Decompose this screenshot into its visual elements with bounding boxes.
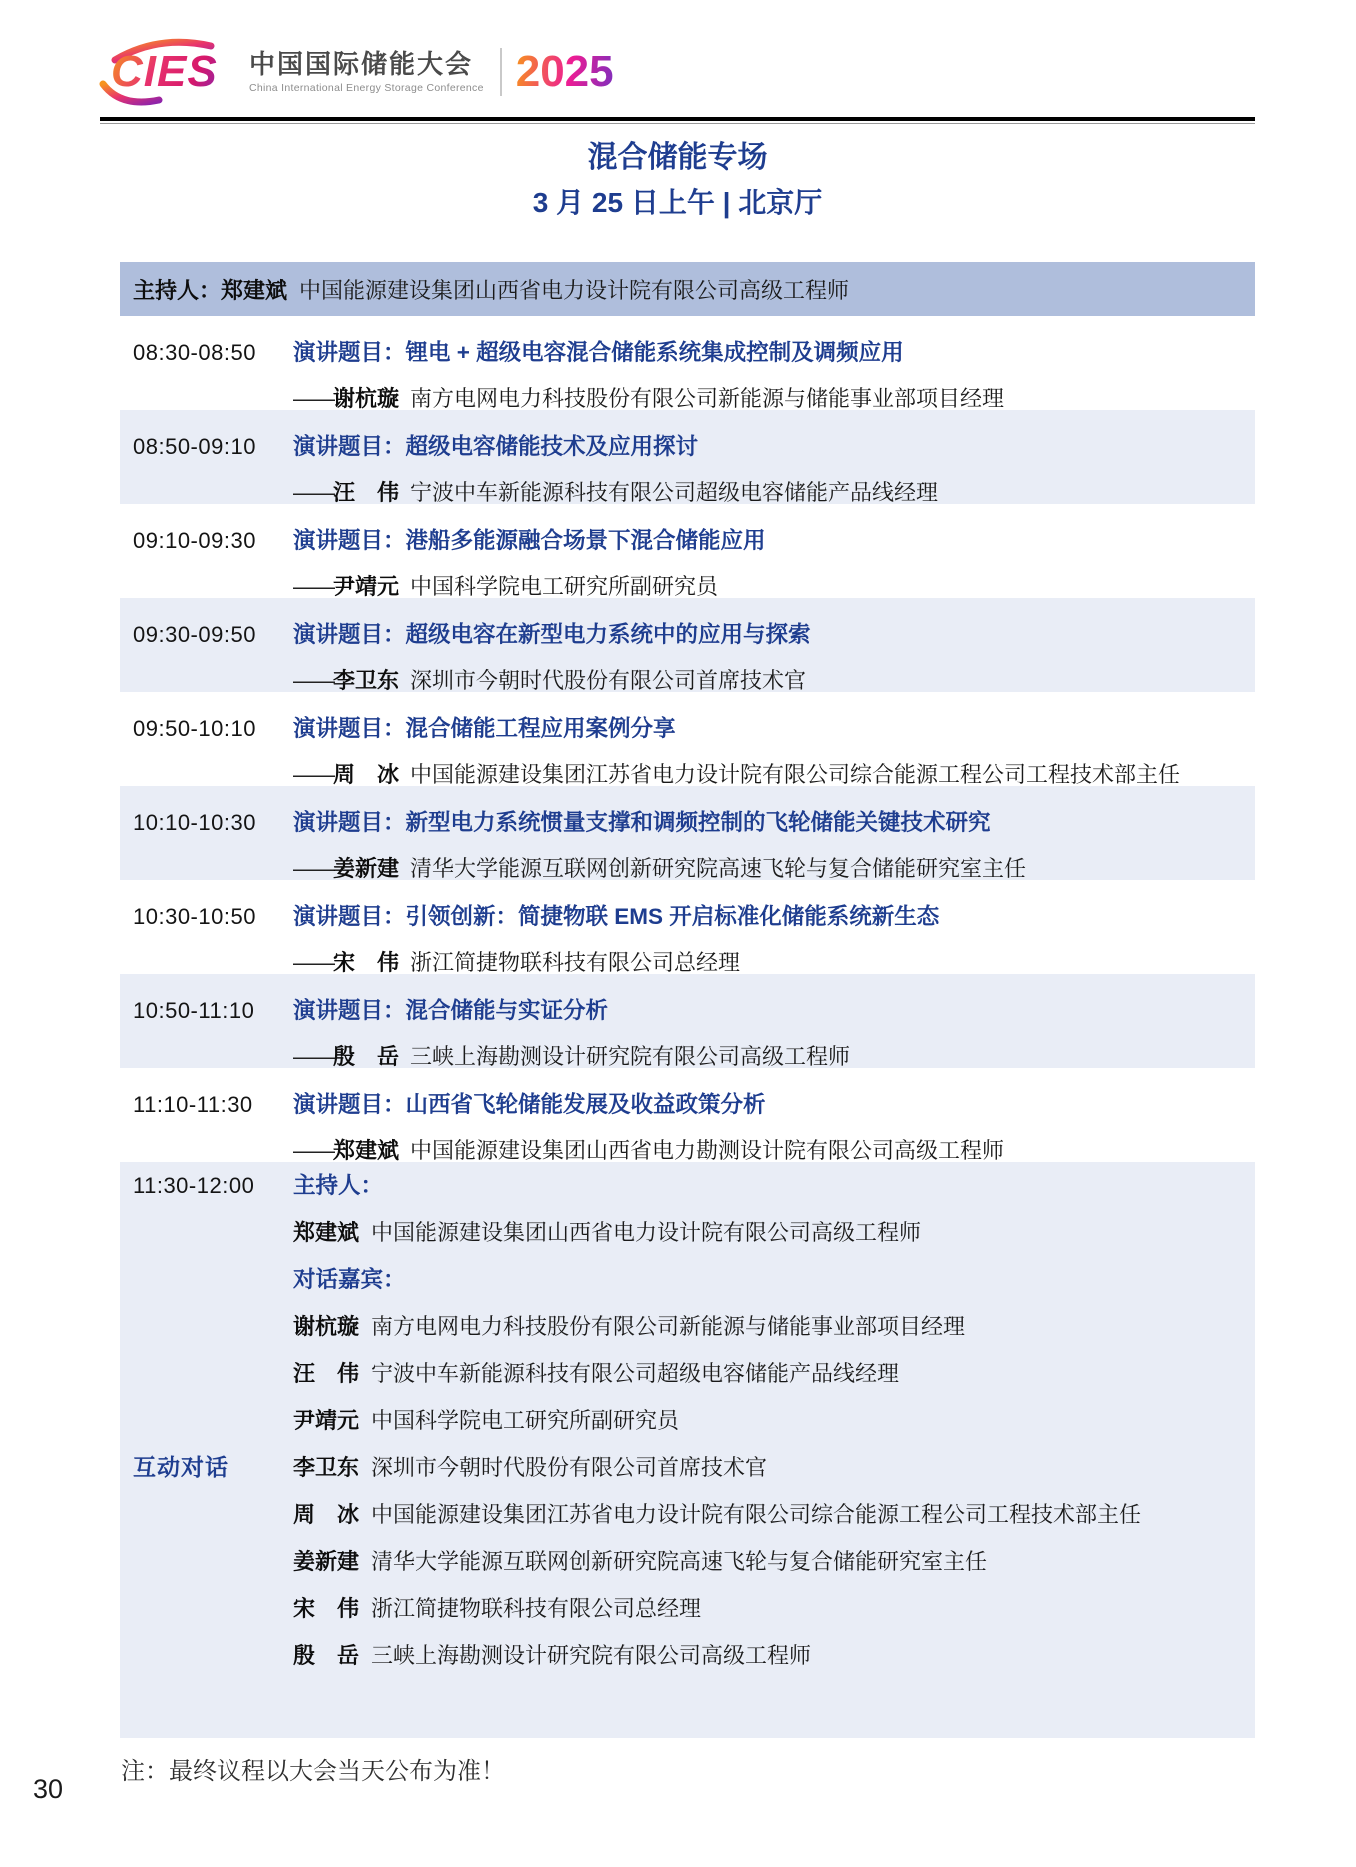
session-title: 超级电容储能技术及应用探讨 [405,434,699,459]
session-title-line [293,713,1255,744]
panel-moderator-label-line [293,1162,1255,1209]
session-speaker-line [293,571,1255,602]
session-speaker-line [293,759,1255,790]
speaker-name: 郑建斌 [333,1138,400,1163]
session-title-line [293,807,1255,838]
session-title-line [293,337,1255,368]
session-row [120,786,1255,880]
session-speaker-line [293,947,1255,978]
session-time: 10:10-10:30 [133,810,256,835]
guest-name: 尹靖元 [293,1408,360,1433]
session-title-label: 演讲题目： [293,904,406,929]
session-title-label: 演讲题目： [293,434,406,459]
session-title-line [293,525,1255,556]
session-content [293,431,1255,508]
speaker-name: 汪 伟 [333,480,400,505]
session-speaker-line [293,853,1255,884]
session-content [293,901,1255,978]
panel-content [293,1162,1255,1679]
panel-guest-line [293,1350,1255,1397]
session-title: 混合储能与实证分析 [405,998,609,1023]
speaker-dash: —— [293,574,333,599]
agenda-table [120,262,1255,1738]
session-title-line [293,431,1255,462]
session-speaker-line [293,665,1255,696]
speaker-affiliation: 南方电网电力科技股份有限公司新能源与储能事业部项目经理 [410,386,1005,411]
speaker-dash: —— [293,668,333,693]
cies-acronym: CIES [111,47,218,96]
moderator-row [120,262,1255,316]
guest-affiliation: 深圳市今朝时代股份有限公司首席技术官 [371,1455,768,1480]
session-content [293,337,1255,414]
panel-moderator-line [293,1209,1255,1256]
panel-guest-line [293,1538,1255,1585]
guest-affiliation: 中国能源建设集团江苏省电力设计院有限公司综合能源工程公司工程技术部主任 [371,1502,1142,1527]
speaker-affiliation: 中国能源建设集团江苏省电力设计院有限公司综合能源工程公司工程技术部主任 [410,762,1181,787]
panel-moderator-label: 主持人： [293,1173,384,1198]
panel-left-column [120,1162,293,1679]
guest-name: 李卫东 [293,1455,360,1480]
speaker-name: 殷 岳 [333,1044,400,1069]
session-time: 08:50-09:10 [133,434,256,459]
session-speaker-line [293,1041,1255,1072]
panel-guest-line [293,1632,1255,1679]
session-row [120,410,1255,504]
guest-name: 宋 伟 [293,1596,360,1621]
session-row [120,598,1255,692]
session-time: 10:30-10:50 [133,904,256,929]
speaker-dash: —— [293,480,333,505]
speaker-dash: —— [293,1044,333,1069]
moderator-name: 郑建斌 [221,277,288,303]
speaker-affiliation: 三峡上海勘测设计研究院有限公司高级工程师 [410,1044,851,1069]
panel-guest-line [293,1491,1255,1538]
speaker-affiliation: 清华大学能源互联网创新研究院高速飞轮与复合储能研究室主任 [410,856,1027,881]
session-title-label: 演讲题目： [293,528,406,553]
panel-moderator-name: 郑建斌 [293,1220,360,1245]
session-speaker-line [293,383,1255,414]
session-content [293,807,1255,884]
session-title-line [293,901,1255,932]
logo-divider [500,48,502,96]
session-title-label: 演讲题目： [293,998,406,1023]
session-title-label: 演讲题目： [293,622,406,647]
session-time: 09:30-09:50 [133,622,256,647]
session-time: 09:50-10:10 [133,716,256,741]
guest-affiliation: 三峡上海勘测设计研究院有限公司高级工程师 [371,1643,812,1668]
panel-guests-label-line [293,1256,1255,1303]
panel-moderator-affiliation: 中国能源建设集团山西省电力设计院有限公司高级工程师 [371,1220,922,1245]
session-title-line [293,995,1255,1026]
session-content [293,995,1255,1072]
panel-time: 11:30-12:00 [133,1173,255,1198]
speaker-affiliation: 浙江简捷物联科技有限公司总经理 [410,950,741,975]
panel-guest-line [293,1303,1255,1350]
speaker-dash: —— [293,386,333,411]
guest-affiliation: 南方电网电力科技股份有限公司新能源与储能事业部项目经理 [371,1314,966,1339]
panel-guests-label: 对话嘉宾： [293,1267,406,1292]
logo-year: 2025 [515,47,614,96]
session-title-line [293,619,1255,650]
session-title: 引领创新：简捷物联 EMS 开启标准化储能系统新生态 [405,904,940,929]
logo-title-cn: 中国国际储能大会 [249,49,474,80]
logo-title-en: China International Energy Storage Conference [249,81,484,94]
session-time: 09:10-09:30 [133,528,256,553]
session-title-label: 演讲题目： [293,810,406,835]
panel-discussion-row [120,1162,1255,1738]
session-title: 港船多能源融合场景下混合储能应用 [405,528,766,553]
speaker-dash: —— [293,950,333,975]
speaker-name: 宋 伟 [333,950,400,975]
speaker-affiliation: 中国能源建设集团山西省电力勘测设计院有限公司高级工程师 [410,1138,1005,1163]
session-title: 锂电 + 超级电容混合储能系统集成控制及调频应用 [405,340,904,365]
session-title-label: 演讲题目： [293,340,406,365]
guest-affiliation: 中国科学院电工研究所副研究员 [371,1408,680,1433]
speaker-name: 姜新建 [333,856,400,881]
session-time: 11:10-11:30 [133,1092,253,1117]
speaker-name: 周 冰 [333,762,400,787]
session-content [293,619,1255,696]
guest-name: 殷 岳 [293,1643,360,1668]
guest-affiliation: 宁波中车新能源科技有限公司超级电容储能产品线经理 [371,1361,900,1386]
session-title-label: 演讲题目： [293,716,406,741]
conference-logo [95,34,614,110]
session-content [293,713,1255,790]
speaker-dash: —— [293,856,333,881]
speaker-dash: —— [293,762,333,787]
guest-affiliation: 浙江简捷物联科技有限公司总经理 [371,1596,702,1621]
guest-affiliation: 清华大学能源互联网创新研究院高速飞轮与复合储能研究室主任 [371,1549,988,1574]
session-content [293,1089,1255,1166]
guest-name: 谢杭璇 [293,1314,360,1339]
moderator-label: 主持人： [133,277,222,303]
speaker-name: 尹靖元 [333,574,400,599]
logo-titles [249,50,484,94]
guest-name: 汪 伟 [293,1361,360,1386]
speaker-affiliation: 宁波中车新能源科技有限公司超级电容储能产品线经理 [410,480,939,505]
session-title: 新型电力系统惯量支撑和调频控制的飞轮储能关键技术研究 [405,810,991,835]
cies-logo-mark [95,34,247,110]
guest-name: 姜新建 [293,1549,360,1574]
session-time: 10:50-11:10 [133,998,255,1023]
page-subtitle: 3 月 25 日上午 | 北京厅 [532,187,823,218]
panel-guest-line [293,1397,1255,1444]
session-row [120,880,1255,974]
agenda-note: 注：最终议程以大会当天公布为准！ [121,1758,505,1785]
panel-side-label: 互动对话 [133,1454,229,1480]
guest-name: 周 冰 [293,1502,360,1527]
session-row [120,1068,1255,1162]
session-title-label: 演讲题目： [293,1092,406,1117]
session-title: 混合储能工程应用案例分享 [405,716,676,741]
session-time: 08:30-08:50 [133,340,256,365]
speaker-name: 李卫东 [333,668,400,693]
session-row [120,504,1255,598]
speaker-affiliation: 深圳市今朝时代股份有限公司首席技术官 [410,668,807,693]
page-number: 30 [33,1774,64,1804]
session-rows [120,316,1255,1162]
page-title: 混合储能专场 [587,141,768,174]
session-speaker-line [293,477,1255,508]
session-row [120,316,1255,410]
session-title: 山西省飞轮储能发展及收益政策分析 [405,1092,766,1117]
panel-guest-line [293,1444,1255,1491]
header-rule [100,117,1255,121]
panel-guest-line [293,1585,1255,1632]
panel-guest-lines [293,1303,1255,1679]
speaker-dash: —— [293,1138,333,1163]
session-row [120,974,1255,1068]
session-title-line [293,1089,1255,1120]
speaker-affiliation: 中国科学院电工研究所副研究员 [410,574,719,599]
session-content [293,525,1255,602]
moderator-affiliation: 中国能源建设集团山西省电力设计院有限公司高级工程师 [299,277,850,303]
session-row [120,692,1255,786]
session-title: 超级电容在新型电力系统中的应用与探索 [405,622,811,647]
speaker-name: 谢杭璇 [333,386,400,411]
